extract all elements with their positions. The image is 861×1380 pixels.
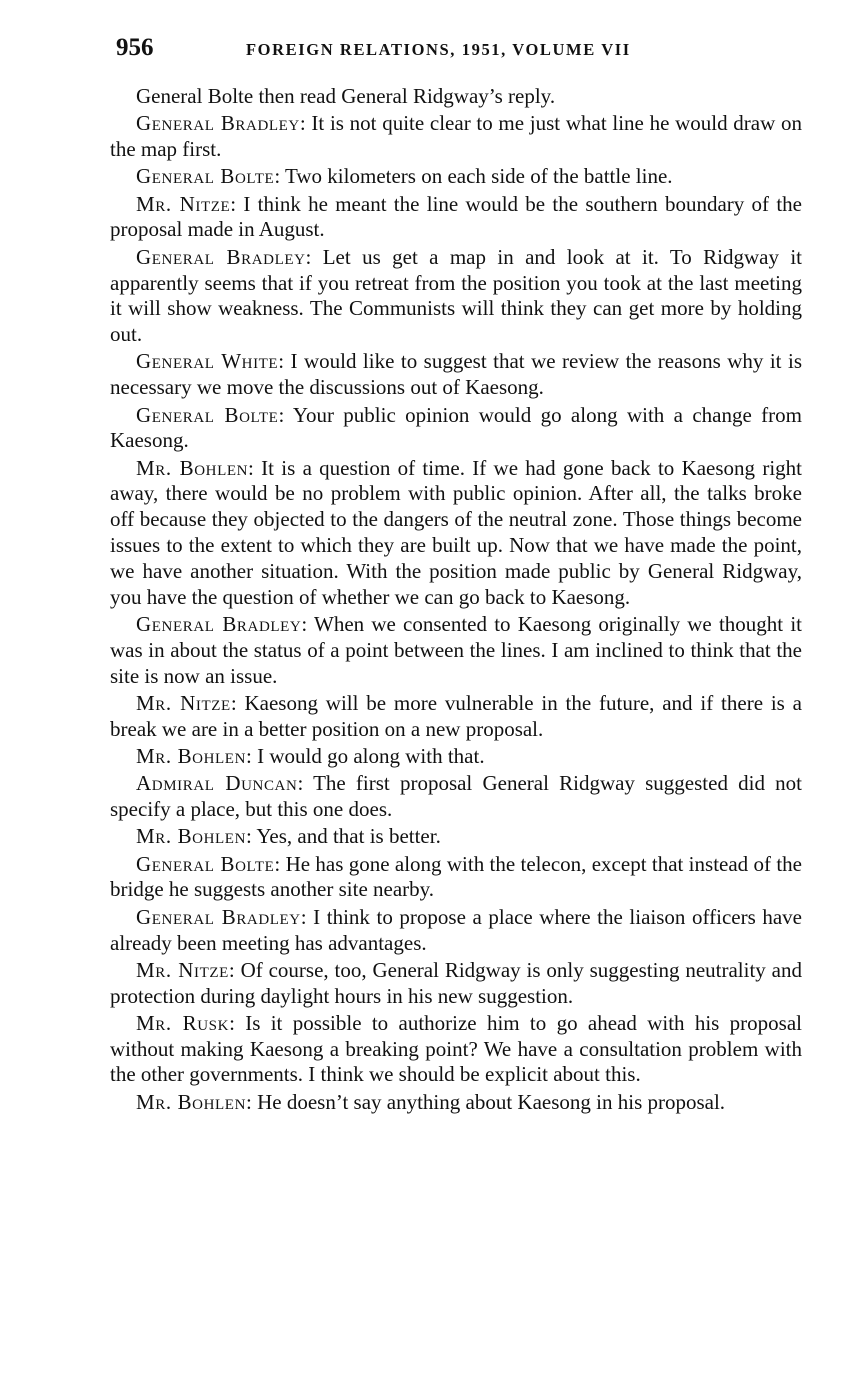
speaker-name: Mr. Nitze <box>136 690 231 715</box>
paragraph <box>110 744 802 770</box>
paragraph-text: : Is it possible to authorize him to go ahead with his proposal without making Kaesong a breaking point? We have a consultation problem with the other governments. I think we should be explicit about this. <box>110 1010 802 1087</box>
paragraph-text: : When we consented to Kaesong originally we thought it was in about the status of a point between the lines. I am inclined to think that the site is now an issue. <box>110 611 802 688</box>
page-number: 956 <box>116 34 154 61</box>
paragraph-text: : Two kilometers on each side of the battle line. <box>274 164 673 189</box>
paragraph <box>110 456 802 611</box>
paragraph <box>110 403 802 455</box>
body-text <box>110 84 802 1116</box>
paragraph <box>110 612 802 689</box>
paragraph <box>110 111 802 163</box>
paragraph-text: : It is not quite clear to me just what line he would draw on the map first. <box>110 111 802 162</box>
paragraph-text: : I would like to suggest that we review the reasons why it is necessary we move the discussions out of Kaesong. <box>110 349 802 400</box>
paragraph-text: : Kaesong will be more vulnerable in the future, and if there is a break we are in a better position on a new proposal. <box>110 690 802 741</box>
speaker-name: Mr. Bohlen <box>136 743 247 768</box>
paragraph-text: : Your public opinion would go along with a change from Kaesong. <box>110 402 802 453</box>
speaker-name: General Bradley <box>136 611 302 636</box>
speaker-name: Mr. Nitze <box>136 191 231 216</box>
paragraph <box>110 824 802 850</box>
paragraph-text: : Yes, and that is better. <box>246 824 441 849</box>
paragraph <box>110 192 802 244</box>
speaker-name: General Bolte <box>136 851 275 876</box>
paragraph-text: : I would go along with that. <box>246 743 485 768</box>
paragraph-text: : It is a question of time. If we had gone back to Kaesong right away, there would be no problem with public opinion. After all, the talks broke off because they objected to the dangers of the neutral zone. Those things become issues to the extent to which they are built up. Now that we have made the point, we have another situation. With the position made public by General Ridgway, you have the question of whether we can go back to Kaesong. <box>110 455 802 609</box>
paragraph <box>110 691 802 743</box>
paragraph <box>110 84 802 110</box>
document-page <box>110 34 802 1117</box>
speaker-name: General Bolte <box>136 164 275 189</box>
paragraph-text: : He doesn’t say anything about Kaesong in his proposal. <box>246 1089 726 1114</box>
paragraph-text: : Let us get a map in and look at it. To Ridgway it apparently seems that if you retreat from the position you took at the last meeting it will show weakness. The Communists will think they can get more by holding out. <box>110 244 802 347</box>
paragraph-text: General Bolte then read General Ridgway’s reply. <box>136 84 556 108</box>
speaker-name: General White <box>136 349 279 374</box>
paragraph-text: : I think he meant the line would be the southern boundary of the proposal made in August. <box>110 191 802 242</box>
speaker-name: Mr. Rusk <box>136 1010 230 1035</box>
running-title: FOREIGN RELATIONS, 1951, VOLUME VII <box>246 40 631 59</box>
speaker-name: Mr. Bohlen <box>136 455 249 480</box>
paragraph <box>110 1011 802 1088</box>
running-head <box>110 34 802 74</box>
paragraph <box>110 245 802 348</box>
paragraph-text: : He has gone along with the telecon, except that instead of the bridge he suggests another site nearby. <box>110 851 802 902</box>
paragraph <box>110 1090 802 1116</box>
paragraph <box>110 349 802 401</box>
paragraph <box>110 905 802 957</box>
speaker-name: Admiral Duncan <box>136 771 298 796</box>
paragraph <box>110 164 802 190</box>
paragraph-text: : The first proposal General Ridgway suggested did not specify a place, but this one does. <box>110 771 803 822</box>
speaker-name: General Bolte <box>136 402 279 427</box>
speaker-name: Mr. Nitze <box>136 957 229 982</box>
paragraph <box>110 958 802 1010</box>
speaker-name: General Bradley <box>136 244 306 269</box>
speaker-name: Mr. Bohlen <box>136 824 247 849</box>
speaker-name: Mr. Bohlen <box>136 1089 247 1114</box>
paragraph-text: : I think to propose a place where the liaison officers have already been meeting has advantages. <box>110 904 802 955</box>
paragraph <box>110 852 802 904</box>
paragraph <box>110 771 802 823</box>
speaker-name: General Bradley <box>136 904 301 929</box>
speaker-name: General Bradley <box>136 111 300 136</box>
paragraph-text: : Of course, too, General Ridgway is only suggesting neutrality and protection during daylight hours in his new suggestion. <box>110 957 802 1008</box>
